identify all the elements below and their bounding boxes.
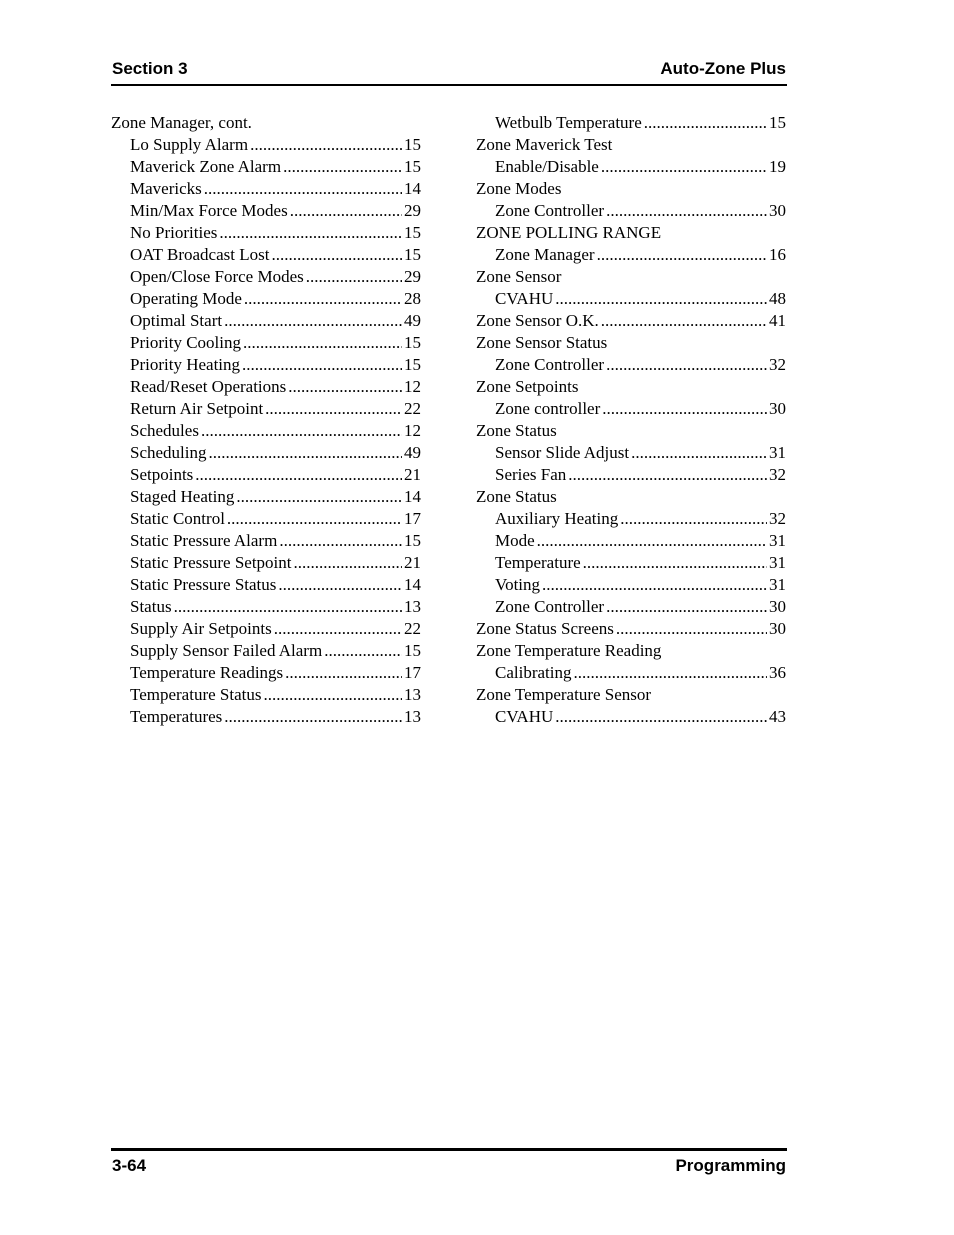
index-entry-term: Maverick Zone Alarm (130, 157, 282, 176)
dot-leader (324, 640, 402, 662)
dot-leader (583, 552, 767, 574)
index-entry (476, 310, 786, 332)
dot-leader (283, 156, 402, 178)
index-entry-page: 22 (404, 619, 421, 638)
index-entry (476, 200, 786, 222)
index-entry-term: Auxiliary Heating (495, 509, 619, 528)
dot-leader (242, 354, 402, 376)
index-entry-term: Return Air Setpoint (130, 399, 264, 418)
index-entry (111, 222, 421, 244)
index-entry-term: Zone Manager (495, 245, 595, 264)
dot-leader (278, 574, 402, 596)
index-entry-term: Zone controller (495, 399, 601, 418)
index-entry-term: Temperature Readings (130, 663, 284, 682)
dot-leader (195, 464, 402, 486)
dot-leader (555, 706, 767, 728)
dot-leader (265, 398, 402, 420)
dot-leader (568, 464, 767, 486)
dot-leader (174, 596, 402, 618)
index-entry-page: 15 (404, 333, 421, 352)
index-entry-page: 31 (769, 531, 786, 550)
index-entry-page: 31 (769, 575, 786, 594)
dot-leader (306, 266, 402, 288)
index-entry-term: Zone Controller (495, 597, 605, 616)
index-entry (111, 354, 421, 376)
index-entry-term: Operating Mode (130, 289, 242, 308)
index-entry-term: Priority Cooling (130, 333, 241, 352)
dot-leader (597, 244, 767, 266)
index-entry-term: Wetbulb Temperature (495, 113, 642, 132)
index-entry-page: 17 (404, 509, 421, 528)
index-entry (476, 706, 786, 728)
index-entry-page: 15 (404, 157, 421, 176)
dot-leader (250, 134, 402, 156)
dot-leader (288, 376, 402, 398)
index-entry-page: 30 (769, 619, 786, 638)
index-entry-term: Series Fan (495, 465, 567, 484)
dot-leader (601, 310, 767, 332)
index-entry (476, 266, 786, 288)
index-column-left (111, 112, 421, 728)
index-entry (111, 640, 421, 662)
index-entry-term: ZONE POLLING RANGE (476, 223, 662, 242)
index-entry-term: Zone Temperature Reading (476, 641, 662, 660)
dot-leader (537, 530, 767, 552)
index-column-right (476, 112, 786, 728)
index-entry-term: Status (130, 597, 172, 616)
index-entry-page: 36 (769, 663, 786, 682)
index-entry (111, 288, 421, 310)
index-entry-term: Temperatures (130, 707, 223, 726)
index-entry-term: Zone Controller (495, 355, 605, 374)
index-entry (111, 684, 421, 706)
dot-leader (606, 200, 767, 222)
index-entry (476, 662, 786, 684)
index-entry-term: CVAHU (495, 707, 554, 726)
index-entry (476, 640, 786, 662)
index-entry (476, 288, 786, 310)
index-entry (111, 420, 421, 442)
index-entry-term: Enable/Disable (495, 157, 599, 176)
index-entry (476, 596, 786, 618)
index-entry-term: Zone Controller (495, 201, 605, 220)
page-header (111, 56, 787, 86)
index-entry (111, 244, 421, 266)
dot-leader (616, 618, 767, 640)
index-entry-term: Priority Heating (130, 355, 241, 374)
index-entry-term: Zone Status Screens (476, 619, 614, 638)
index-entry (111, 266, 421, 288)
index-entry-page: 21 (404, 553, 421, 572)
dot-leader (204, 178, 402, 200)
index-entry-term: Voting (495, 575, 541, 594)
dot-leader (224, 706, 402, 728)
index-entry (476, 222, 786, 244)
index-entry-page: 48 (769, 289, 786, 308)
dot-leader (271, 244, 402, 266)
index-entry (476, 684, 786, 706)
index-entry-page: 12 (404, 421, 421, 440)
index-entry-page: 15 (404, 223, 421, 242)
index-entry-term: Zone Sensor O.K. (476, 311, 599, 330)
section-title: Section 3 (112, 59, 188, 78)
chapter-title: Programming (675, 1156, 786, 1175)
index-entry (111, 310, 421, 332)
index-entry-term: No Priorities (130, 223, 218, 242)
index-entry-page: 31 (769, 443, 786, 462)
index-entry (111, 508, 421, 530)
dot-leader (293, 552, 402, 574)
index-entry (476, 552, 786, 574)
index-entry-page: 16 (769, 245, 786, 264)
index-entry-term: Static Pressure Status (130, 575, 277, 594)
index-entry (111, 134, 421, 156)
dot-leader (606, 596, 767, 618)
index-entry-term: Static Pressure Alarm (130, 531, 278, 550)
index-entry (111, 662, 421, 684)
index-entry (111, 112, 421, 134)
dot-leader (555, 288, 767, 310)
index-entry (111, 376, 421, 398)
index-entry (476, 530, 786, 552)
index-entry-term: Supply Sensor Failed Alarm (130, 641, 323, 660)
index-entry (111, 178, 421, 200)
index-entry-term: Lo Supply Alarm (130, 135, 249, 154)
dot-leader (219, 222, 402, 244)
index-entry-term: Zone Sensor (476, 267, 562, 286)
index-entry-term: Mavericks (130, 179, 202, 198)
dot-leader (542, 574, 767, 596)
index-entry-page: 15 (404, 245, 421, 264)
index-entry-page: 13 (404, 707, 421, 726)
index-entry-term: Zone Maverick Test (476, 135, 613, 154)
index-entry-term: Setpoints (130, 465, 194, 484)
index-entry (111, 442, 421, 464)
index-entry (476, 398, 786, 420)
index-entry (476, 178, 786, 200)
index-entry-term: Static Pressure Setpoint (130, 553, 292, 572)
index-entry (476, 618, 786, 640)
index-entry-term: Temperature (495, 553, 581, 572)
index-entry-page: 29 (404, 267, 421, 286)
dot-leader (279, 530, 402, 552)
index-entry (111, 574, 421, 596)
index-entry-term: Calibrating (495, 663, 572, 682)
index-entry (476, 574, 786, 596)
index-entry-page: 15 (404, 135, 421, 154)
index-entry (111, 200, 421, 222)
index-entry-page: 43 (769, 707, 786, 726)
index-entry-page: 32 (769, 355, 786, 374)
index-entry-page: 14 (404, 575, 421, 594)
dot-leader (602, 398, 767, 420)
dot-leader (244, 288, 402, 310)
index-entry-page: 15 (404, 355, 421, 374)
index-entry-term: Zone Setpoints (476, 377, 579, 396)
index-entry (111, 530, 421, 552)
index-entry-term: Mode (495, 531, 535, 550)
index-entry (476, 464, 786, 486)
dot-leader (236, 486, 402, 508)
index-entry (111, 332, 421, 354)
index-entry (111, 618, 421, 640)
index-entry-page: 15 (404, 531, 421, 550)
index-entry (111, 552, 421, 574)
index-entry (111, 486, 421, 508)
index-entry-page: 13 (404, 597, 421, 616)
index-entry-page: 30 (769, 201, 786, 220)
page-number: 3-64 (112, 1156, 147, 1175)
index-entry-term: Zone Sensor Status (476, 333, 608, 352)
index-entry-term: Optimal Start (130, 311, 223, 330)
index-entry-page: 31 (769, 553, 786, 572)
index-entry (476, 442, 786, 464)
dot-leader (620, 508, 767, 530)
index-entry-term: Supply Air Setpoints (130, 619, 272, 638)
index-entry-page: 15 (769, 113, 786, 132)
dot-leader (227, 508, 402, 530)
index-entry-page: 29 (404, 201, 421, 220)
index-entry-page: 13 (404, 685, 421, 704)
index-entry (111, 706, 421, 728)
index-entry-term: Static Control (130, 509, 225, 528)
index-entry (476, 112, 786, 134)
index-entry (476, 244, 786, 266)
dot-leader (224, 310, 402, 332)
product-title: Auto-Zone Plus (660, 59, 786, 78)
index-entry-term: Min/Max Force Modes (130, 201, 288, 220)
index-entry-page: 19 (769, 157, 786, 176)
index-entry-page: 14 (404, 487, 421, 506)
index-entry-term: Sensor Slide Adjust (495, 443, 630, 462)
index-entry-page: 30 (769, 399, 786, 418)
index-entry-page: 28 (404, 289, 421, 308)
index-entry-term: OAT Broadcast Lost (130, 245, 270, 264)
dot-leader (263, 684, 402, 706)
index-entry-term: Open/Close Force Modes (130, 267, 304, 286)
dot-leader (274, 618, 402, 640)
index-entry-page: 32 (769, 509, 786, 528)
page-footer (111, 1148, 787, 1183)
index-entry-term: Temperature Status (130, 685, 262, 704)
index-entry (476, 508, 786, 530)
index-entry-page: 30 (769, 597, 786, 616)
index-entry (476, 420, 786, 442)
index-entry-page: 32 (769, 465, 786, 484)
index-entry-term: Staged Heating (130, 487, 235, 506)
index-entry (476, 486, 786, 508)
index-entry (476, 376, 786, 398)
index-entry (111, 464, 421, 486)
dot-leader (606, 354, 767, 376)
index-entry-term: Zone Status (476, 487, 557, 506)
index-entry (111, 398, 421, 420)
index-entry-term: Schedules (130, 421, 199, 440)
dot-leader (601, 156, 767, 178)
index-entry-term: Scheduling (130, 443, 207, 462)
dot-leader (290, 200, 402, 222)
index-entry-page: 15 (404, 641, 421, 660)
index-entry-term: Zone Status (476, 421, 557, 440)
dot-leader (573, 662, 767, 684)
index-entry-page: 17 (404, 663, 421, 682)
index-entry-page: 21 (404, 465, 421, 484)
dot-leader (644, 112, 767, 134)
index-entry (111, 596, 421, 618)
index-entry-page: 49 (404, 311, 421, 330)
index-entry (476, 332, 786, 354)
index-entry-page: 22 (404, 399, 421, 418)
index-entry (476, 134, 786, 156)
dot-leader (209, 442, 403, 464)
dot-leader (285, 662, 402, 684)
index-entry-page: 14 (404, 179, 421, 198)
index-entry (476, 354, 786, 376)
index-entry (476, 156, 786, 178)
index-entry-term: CVAHU (495, 289, 554, 308)
index-entry (111, 156, 421, 178)
index-entry-page: 49 (404, 443, 421, 462)
index-entry-term: Zone Manager, cont. (111, 113, 252, 132)
index-entry-page: 12 (404, 377, 421, 396)
index-entry-term: Zone Temperature Sensor (476, 685, 652, 704)
dot-leader (631, 442, 767, 464)
index-entry-term: Zone Modes (476, 179, 562, 198)
index-entry-page: 41 (769, 311, 786, 330)
dot-leader (243, 332, 402, 354)
dot-leader (201, 420, 402, 442)
index-entry-term: Read/Reset Operations (130, 377, 287, 396)
